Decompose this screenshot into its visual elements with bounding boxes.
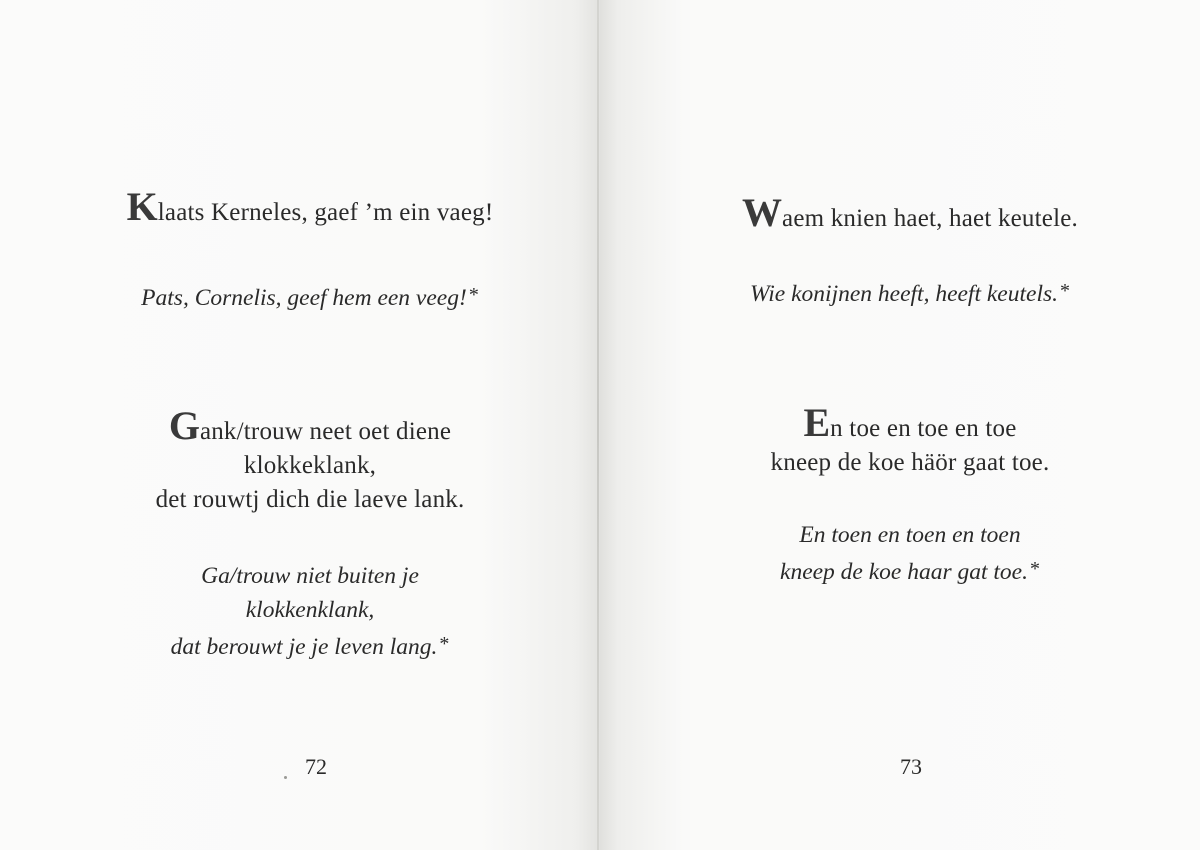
translation-line: Ga/trouw niet buiten je [201, 563, 419, 589]
footnote-star-icon: * [1029, 558, 1040, 580]
drop-cap: K [126, 184, 158, 229]
translation-line: En toen en toen en toen [799, 522, 1021, 548]
book-gutter [597, 0, 599, 850]
proverb-text: laats Kerneles, gaef ’m ein vaeg! [157, 199, 494, 226]
proverb-dutch [10, 403, 610, 517]
translation-text: Pats, Cornelis, geef hem een veeg! [141, 285, 467, 311]
proverb-translation [10, 559, 610, 664]
print-mark [284, 776, 287, 779]
translation-line [10, 278, 610, 315]
proverb-translation [600, 274, 1200, 311]
translation-text: Wie konijnen heeft, heeft keutels. [750, 281, 1058, 307]
proverb-text: n toe en toe en toe [830, 415, 1017, 442]
page-number: 73 [900, 754, 922, 779]
translation-text: dat berouwt je je leven lang. [170, 634, 438, 660]
proverb-text: ank/trouw neet oet diene [199, 418, 452, 445]
translation-line: klokkenklank, [245, 597, 375, 623]
translation-line [600, 274, 1200, 311]
proverb-line [10, 184, 610, 230]
proverb-line: kneep de koe häör gaat toe. [770, 449, 1050, 476]
drop-cap: W [742, 190, 783, 235]
translation-line [600, 552, 1200, 589]
proverb-translation [10, 278, 610, 315]
proverb-line [10, 403, 610, 449]
proverb-line: klokkeklank, [243, 452, 377, 479]
proverb-translation [600, 518, 1200, 589]
page-number: 72 [305, 754, 327, 779]
proverb-line [600, 190, 1200, 236]
proverb-text: aem knien haet, haet keutele. [782, 205, 1078, 232]
proverb-dutch [600, 400, 1200, 480]
translation-text: kneep de koe haar gat toe. [780, 559, 1028, 585]
drop-cap: E [803, 400, 831, 445]
proverb-dutch [600, 190, 1200, 236]
footnote-star-icon: * [1060, 280, 1070, 302]
footnote-star-icon: * [439, 633, 450, 655]
proverb-dutch [10, 184, 610, 230]
proverb-line [600, 400, 1200, 446]
footnote-star-icon: * [468, 284, 479, 306]
proverb-line: det rouwtj dich die laeve lank. [155, 486, 465, 513]
translation-line [10, 627, 610, 664]
right-page [600, 0, 1200, 850]
drop-cap: G [168, 403, 200, 448]
